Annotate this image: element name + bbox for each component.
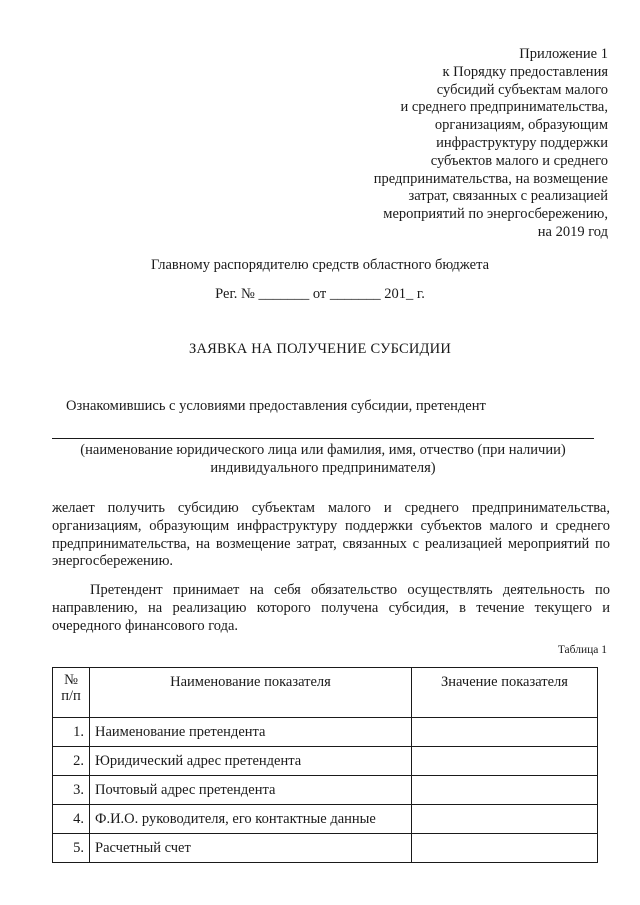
table-row (53, 776, 598, 805)
row-indicator-value[interactable] (412, 718, 598, 747)
table-caption: Таблица 1 (557, 644, 607, 656)
appendix-line: организациям, образующим (434, 117, 608, 134)
table-row (53, 747, 598, 776)
row-indicator-name: Наименование претендента (90, 718, 412, 747)
appendix-line: предпринимательства, на возмещение (373, 170, 608, 187)
row-indicator-name: Почтовый адрес претендента (90, 776, 412, 805)
row-indicator-value[interactable] (412, 805, 598, 834)
row-indicator-name: Расчетный счет (90, 834, 412, 863)
header-indicator-name: Наименование показателя (90, 668, 412, 718)
row-indicator-value[interactable] (412, 747, 598, 776)
header-number-line-2: п/п (61, 688, 81, 704)
intro-text: Ознакомившись с условиями предоставления субсидии, претендент (66, 398, 486, 414)
row-number: 1. (53, 718, 90, 747)
fill-hint-line-2: индивидуального предпринимателя) (210, 460, 436, 476)
registration-line: Рег. № _______ от _______ 201_ г. (215, 286, 425, 302)
row-indicator-name: Юридический адрес претендента (90, 747, 412, 776)
appendix-line: субъектов малого и среднего (430, 152, 608, 169)
applicant-fill-hint (52, 441, 594, 477)
row-number: 5. (53, 834, 90, 863)
appendix-header (308, 46, 608, 242)
appendix-line: Приложение 1 (519, 46, 608, 62)
row-indicator-value[interactable] (412, 776, 598, 805)
document-title: ЗАЯВКА НА ПОЛУЧЕНИЕ СУБСИДИИ (189, 341, 451, 357)
fill-hint-line-1: (наименование юридического лица или фамилия, имя, отчество (при наличии) (80, 442, 566, 458)
table-row (53, 718, 598, 747)
row-number: 4. (53, 805, 90, 834)
table-header-row (53, 668, 598, 718)
header-number-line-1: № (64, 672, 78, 688)
row-indicator-value[interactable] (412, 834, 598, 863)
table-row (53, 834, 598, 863)
appendix-line: и среднего предпринимательства, (400, 99, 608, 116)
header-indicator-value: Значение показателя (412, 668, 598, 718)
addressee: Главному распорядителю средств областного бюджета (150, 257, 490, 273)
header-number (53, 668, 90, 718)
appendix-line: мероприятий по энергосбережению, (383, 206, 608, 223)
row-number: 3. (53, 776, 90, 805)
paragraph-subsidy-request: желает получить субсидию субъектам малого и среднего предпринимательства, организациям, образующим инфраструктуру поддержки субъектов малого и среднего предпринимательства, на возмещение затрат, связанных с реализацией мероприятий по энергосбережению. (52, 500, 610, 570)
indicators-table (52, 667, 598, 863)
appendix-line: субсидий субъектам малого (436, 81, 608, 98)
paragraph-obligation: Претендент принимает на себя обязательство осуществлять деятельность по направлению, на реализацию которого получена субсидия, в течение текущего и очередного финансового года. (52, 582, 610, 634)
row-number: 2. (53, 747, 90, 776)
applicant-fill-line (52, 438, 594, 439)
table-row (53, 805, 598, 834)
appendix-line: затрат, связанных с реализацией (408, 188, 608, 205)
row-indicator-name: Ф.И.О. руководителя, его контактные данные (90, 805, 412, 834)
appendix-line: инфраструктуру поддержки (436, 134, 608, 151)
appendix-line: к Порядку предоставления (442, 63, 608, 80)
appendix-line: на 2019 год (537, 223, 608, 240)
